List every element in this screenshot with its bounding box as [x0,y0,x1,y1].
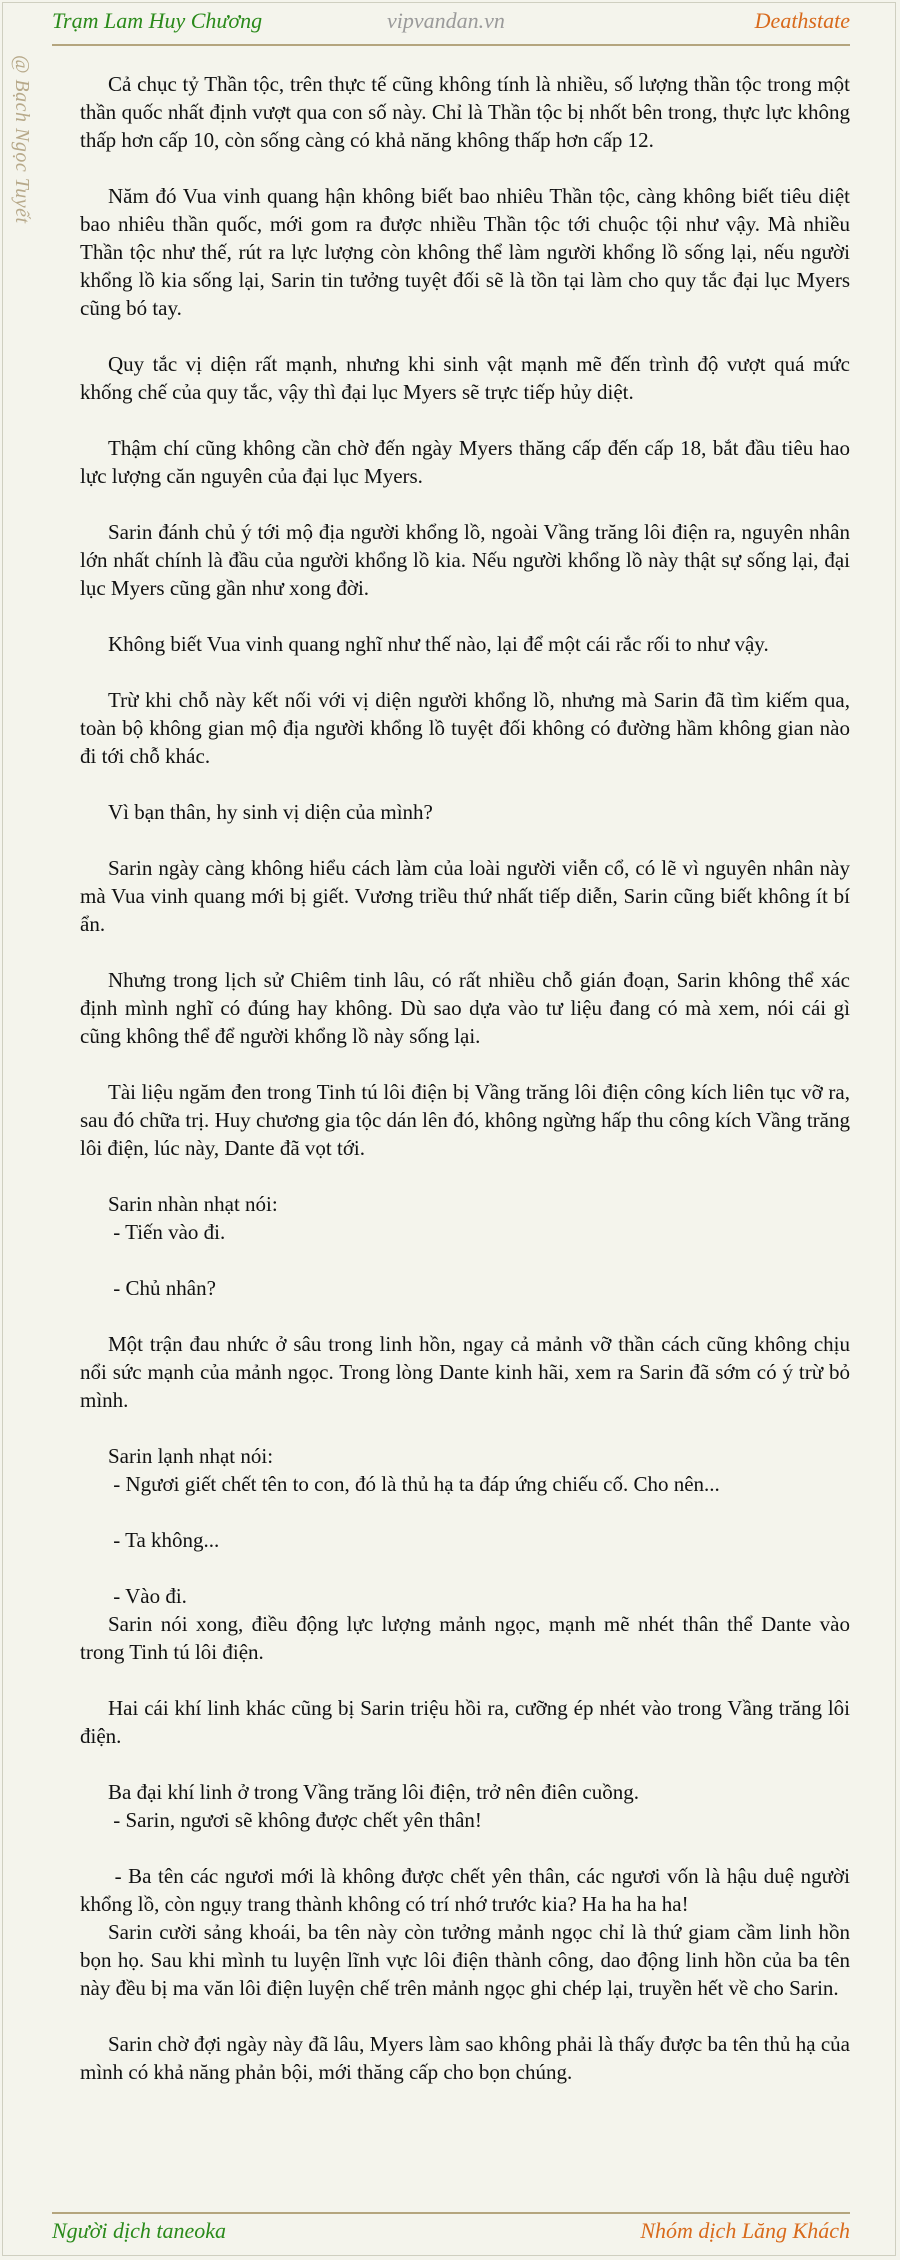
paragraph: Sarin đánh chủ ý tới mộ địa người khổng lồ, ngoài Vầng trăng lôi điện ra, nguyên nhân lớn nhất chính là đầu của người khổng lồ kia. Nếu người khổng lồ này thật sự sống lại, đại lục Myers cũng gần như xong đời. [80,520,850,600]
paragraph: Nhưng trong lịch sử Chiêm tinh lâu, có rất nhiều chỗ gián đoạn, Sarin không thể xác định mình nghĩ có đúng hay không. Dù sao dựa vào tư liệu đang có mà xem, nói cái gì cũng không thể để người khổng lồ này sống lại. [80,968,850,1048]
footer-translator: Người dịch taneoka [52,2218,227,2243]
page-footer [52,2218,850,2250]
dialogue-line: - Sarin, ngươi sẽ không được chết yên thân! [108,1808,482,1832]
paragraph: Ba đại khí linh ở trong Vầng trăng lôi điện, trở nên điên cuồng. [108,1780,639,1804]
paragraph: Sarin ngày càng không hiểu cách làm của loài người viễn cổ, có lẽ vì nguyên nhân này mà Vua vinh quang mới bị giết. Vương triều thứ nhất tiếp diễn, Sarin cũng biết không ít bí ẩn. [80,856,850,936]
paragraph: Quy tắc vị diện rất mạnh, nhưng khi sinh vật mạnh mẽ đến trình độ vượt quá mức khống chế của quy tắc, vậy thì đại lục Myers sẽ trực tiếp hủy diệt. [80,352,850,404]
paragraph: Một trận đau nhức ở sâu trong linh hồn, ngay cả mảnh vỡ thần cách cũng không chịu nổi sức mạnh của mảnh ngọc. Trong lòng Dante kinh hãi, xem ra Sarin đã sớm có ý trừ bỏ mình. [80,1332,850,1412]
dialogue-line: - Tiến vào đi. [108,1220,226,1244]
header-rule [52,44,850,46]
chapter-body [80,70,856,2114]
header-site-name: Trạm Lam Huy Chương [52,8,263,33]
paragraph: Sarin lạnh nhạt nói: [108,1444,274,1468]
paragraph: Hai cái khí linh khác cũng bị Sarin triệu hồi ra, cưỡng ép nhét vào trong Vầng trăng lôi điện. [80,1696,850,1748]
paragraph: Không biết Vua vinh quang nghĩ như thế nào, lại để một cái rắc rối to như vậy. [108,632,769,656]
paragraph: Tài liệu ngăm đen trong Tinh tú lôi điện bị Vầng trăng lôi điện công kích liên tục vỡ ra, sau đó chữa trị. Huy chương gia tộc dán lên đó, không ngừng hấp thu công kích Vầng trăng lôi điện, lúc này, Dante đã vọt tới. [80,1080,850,1160]
paragraph: Năm đó Vua vinh quang hận không biết bao nhiêu Thần tộc, càng không biết tiêu diệt bao nhiêu thần quốc, mới gom ra được nhiều Thần tộc tới chuộc tội như vậy. Mà nhiều Thần tộc như thế, rút ra lực lượng còn không thể làm người khổng lồ sống lại, nếu người khổng lồ kia sống lại, Sarin tin tưởng tuyệt đối sẽ là tồn tại làm cho quy tắc đại lục Myers cũng bó tay. [80,184,850,320]
dialogue-line: - Ta không... [108,1528,220,1552]
footer-group: Nhóm dịch Lăng Khách [640,2218,850,2243]
dialogue-line: - Chủ nhân? [108,1276,216,1300]
paragraph: Sarin nói xong, điều động lực lượng mảnh ngọc, mạnh mẽ nhét thân thể Dante vào trong Tinh tú lôi điện. [80,1612,850,1664]
paragraph: Vì bạn thân, hy sinh vị diện của mình? [108,800,433,824]
header-domain: vipvandan.vn [387,8,505,33]
paragraph: Cả chục tỷ Thần tộc, trên thực tế cũng không tính là nhiều, số lượng thần tộc trong một thần quốc nhất định vượt qua con số này. Chỉ là Thần tộc bị nhốt bên trong, thực lực không thấp hơn cấp 10, còn sống càng có khả năng không thấp hơn cấp 12. [80,72,850,152]
paragraph: Sarin nhàn nhạt nói: [108,1192,278,1216]
paragraph: Trừ khi chỗ này kết nối với vị diện người khổng lồ, nhưng mà Sarin đã tìm kiếm qua, toàn bộ không gian mộ địa người khổng lồ tuyệt đối không có đường hầm không gian nào đi tới chỗ khác. [80,688,850,768]
page-header [52,8,850,44]
paragraph: Sarin cười sảng khoái, ba tên này còn tưởng mảnh ngọc chỉ là thứ giam cầm linh hồn bọn họ. Sau khi mình tu luyện lĩnh vực lôi điện thành công, dao động linh hồn của ba tên này đều bị ma văn lôi điện luyện chế trên mảnh ngọc ghi chép lại, truyền hết về cho Sarin. [80,1920,850,2000]
paragraph: Sarin chờ đợi ngày này đã lâu, Myers làm sao không phải là thấy được ba tên thủ hạ của mình có khả năng phản bội, mới thăng cấp cho bọn chúng. [80,2032,850,2084]
dialogue-line: - Ba tên các ngươi mới là không được chết yên thân, các ngươi vốn là hậu duệ người khổng lồ, còn ngụy trang thành không có trí nhớ trước kia? Ha ha ha ha! [80,1864,856,1916]
dialogue-line: - Ngươi giết chết tên to con, đó là thủ hạ ta đáp ứng chiếu cố. Cho nên... [108,1472,720,1496]
footer-rule [52,2212,850,2214]
header-book-title: Deathstate [754,8,850,33]
paragraph: Thậm chí cũng không cần chờ đến ngày Myers thăng cấp đến cấp 18, bắt đầu tiêu hao lực lượng căn nguyên của đại lục Myers. [80,436,850,488]
side-watermark: @ Bạch Ngọc Tuyết [11,55,33,224]
dialogue-line: - Vào đi. [108,1584,187,1608]
